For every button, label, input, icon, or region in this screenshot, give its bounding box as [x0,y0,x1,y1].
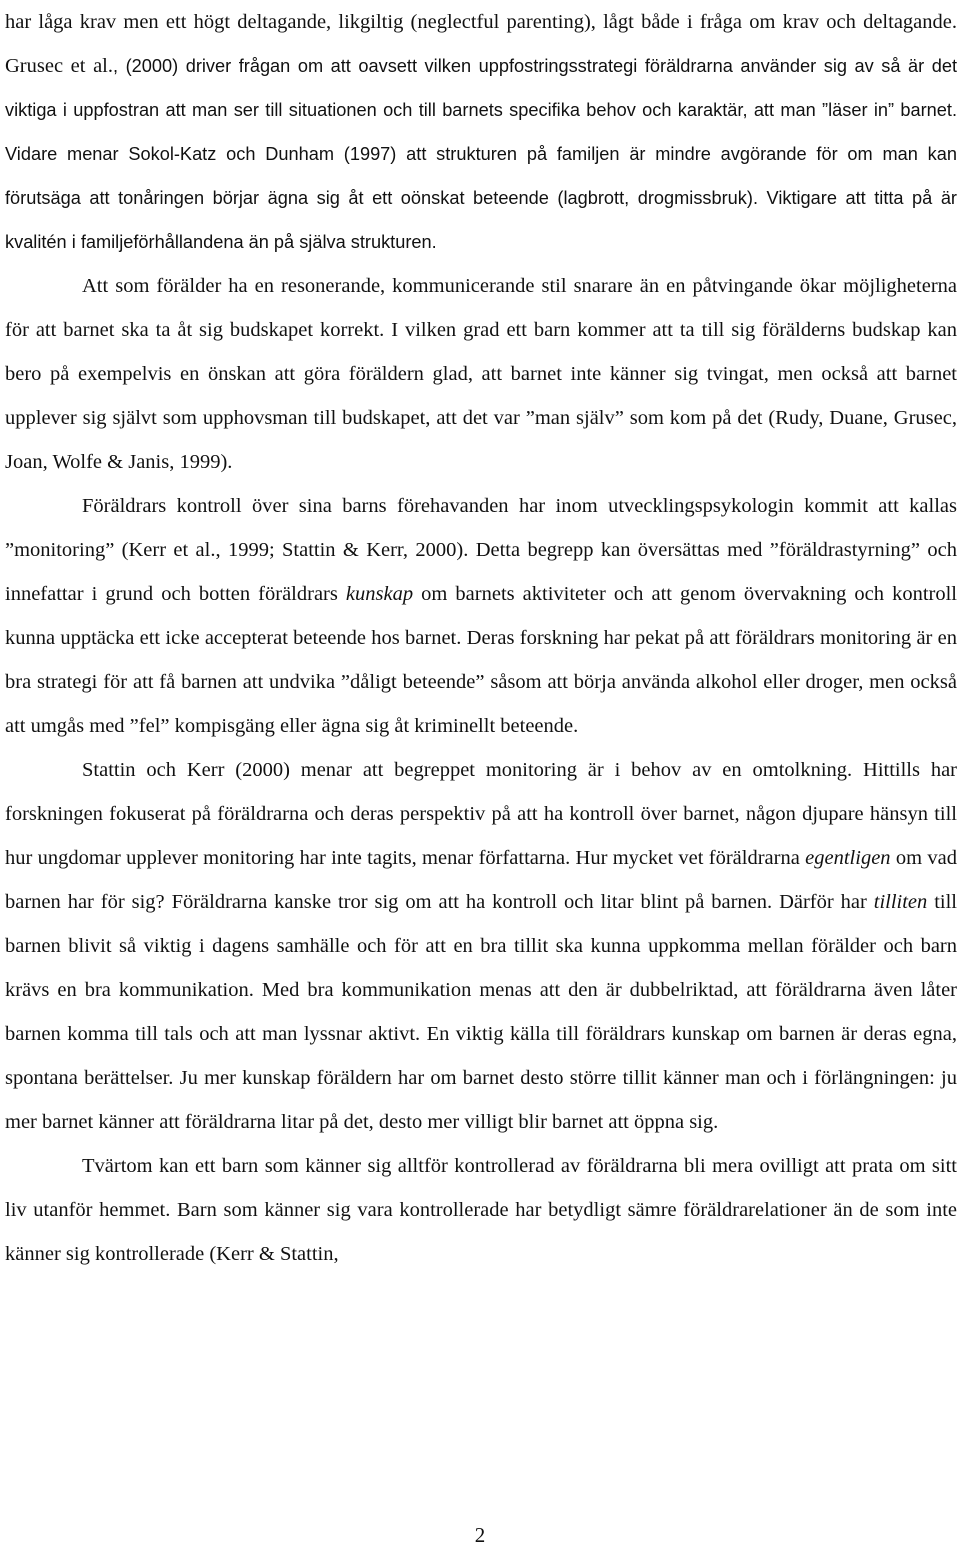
paragraph-1 [5,0,957,264]
text-run: Tvärtom kan ett barn som känner sig alltför kontrollerad av föräldrarna bli mera ovilligt att prata om sitt liv utanför hemmet. Barn som känner sig vara kontrollerade har betydligt sämre föräldrarelationer än de som inte känner sig kontrollerade (Kerr & Stattin, [5,1155,957,1265]
text-run: om vad barnen har för sig? Föräldrarna kanske tror sig om att ha kontroll och litar blint på barnen. Därför har [5,847,957,913]
text-run: Att som förälder ha en resonerande, kommunicerande stil snarare än en påtvingande ökar möjligheterna för att barnet ska ta åt sig budskapet korrekt. I vilken grad ett barn kommer att ta till sig förälderns budskap kan bero på exempelvis en önskan att göra föräldern glad, att barnet inte känner sig tvingat, men också att barnet upplever sig självt som upphovsman till budskapet, att det var ”man själv” som kom på det (Rudy, Duane, Grusec, Joan, Wolfe & Janis, 1999). [5,275,957,473]
text-run: Stattin och Kerr (2000) menar att begreppet monitoring är i behov av en omtolkning. Hittills har forskningen fokuserat på föräldrarna och deras perspektiv på att ha kontroll över barnet, någon djupare hänsyn till hur ungdomar upplever monitoring har inte tagits, menar författarna. Hur mycket vet föräldrarna [5,759,957,869]
paragraph-4 [5,748,957,1144]
paragraph-3 [5,484,957,748]
emphasis-kunskap: kunskap [345,583,414,605]
document-page [5,0,957,1276]
text-run: har låga krav men ett högt deltagande, likgiltig (neglectful parenting), lågt både i fråga om krav och deltagande. Grusec et al. [5,11,957,77]
page-number: 2 [474,1523,486,1547]
paragraph-5 [5,1144,957,1276]
text-run: Föräldrars kontroll över sina barns förehavanden har inom utvecklingspsykologin kommit att kallas ”monitoring” (Kerr et al., 1999; Stattin & Kerr, 2000). Detta begrepp kan översättas med ”föräldrastyrning” och innefattar i grund och botten föräldrars [5,495,957,605]
text-run: om barnets aktiviteter och att genom övervakning och kontroll kunna upptäcka ett icke accepterat beteende hos barnet. Deras forskning har pekat på att föräldrars monitoring är en bra strategi för att få barnen att undvika ”dåligt beteende” såsom att börja använda alkohol eller droger, men också att umgås med ”fel” kompisgäng eller ägna sig åt kriminellt beteende. [5,583,957,737]
emphasis-egentligen: egentligen [805,847,891,869]
emphasis-tilliten: tilliten [873,891,928,913]
paragraph-2 [5,264,957,484]
text-run: , (2000) driver frågan om att oavsett vilken uppfostringsstrategi föräldrarna använder sig av så är det viktiga i uppfostran att man ser till situationen och till barnets specifika behov och karaktär, att man ”läser in” barnet. [5,56,957,120]
text-run: till barnen blivit så viktig i dagens samhälle och för att en bra tillit ska kunna uppkomma mellan förälder och barn krävs en bra kommunikation. Med bra kommunikation menas att den är dubbelriktad, att föräldrarna även låter barnen komma till tals och att man lyssnar aktivt. En viktig källa till föräldrars kunskap om barnen är deras egna, spontana berättelser. Ju mer kunskap föräldern har om barnet desto större tillit känner man och i förlängningen: ju mer barnet känner att föräldrarna litar på det, desto mer villigt blir barnet att öppna sig. [5,891,957,1133]
text-run: Vidare menar Sokol-Katz och Dunham (1997) att strukturen på familjen är mindre avgörande för om man kan förutsäga att tonåringen börjar ägna sig åt ett oönskat beteende (lagbrott, drogmissbruk). Viktigare att titta på är kvalitén i familjeförhållandena än på själva strukturen. [5,144,957,252]
